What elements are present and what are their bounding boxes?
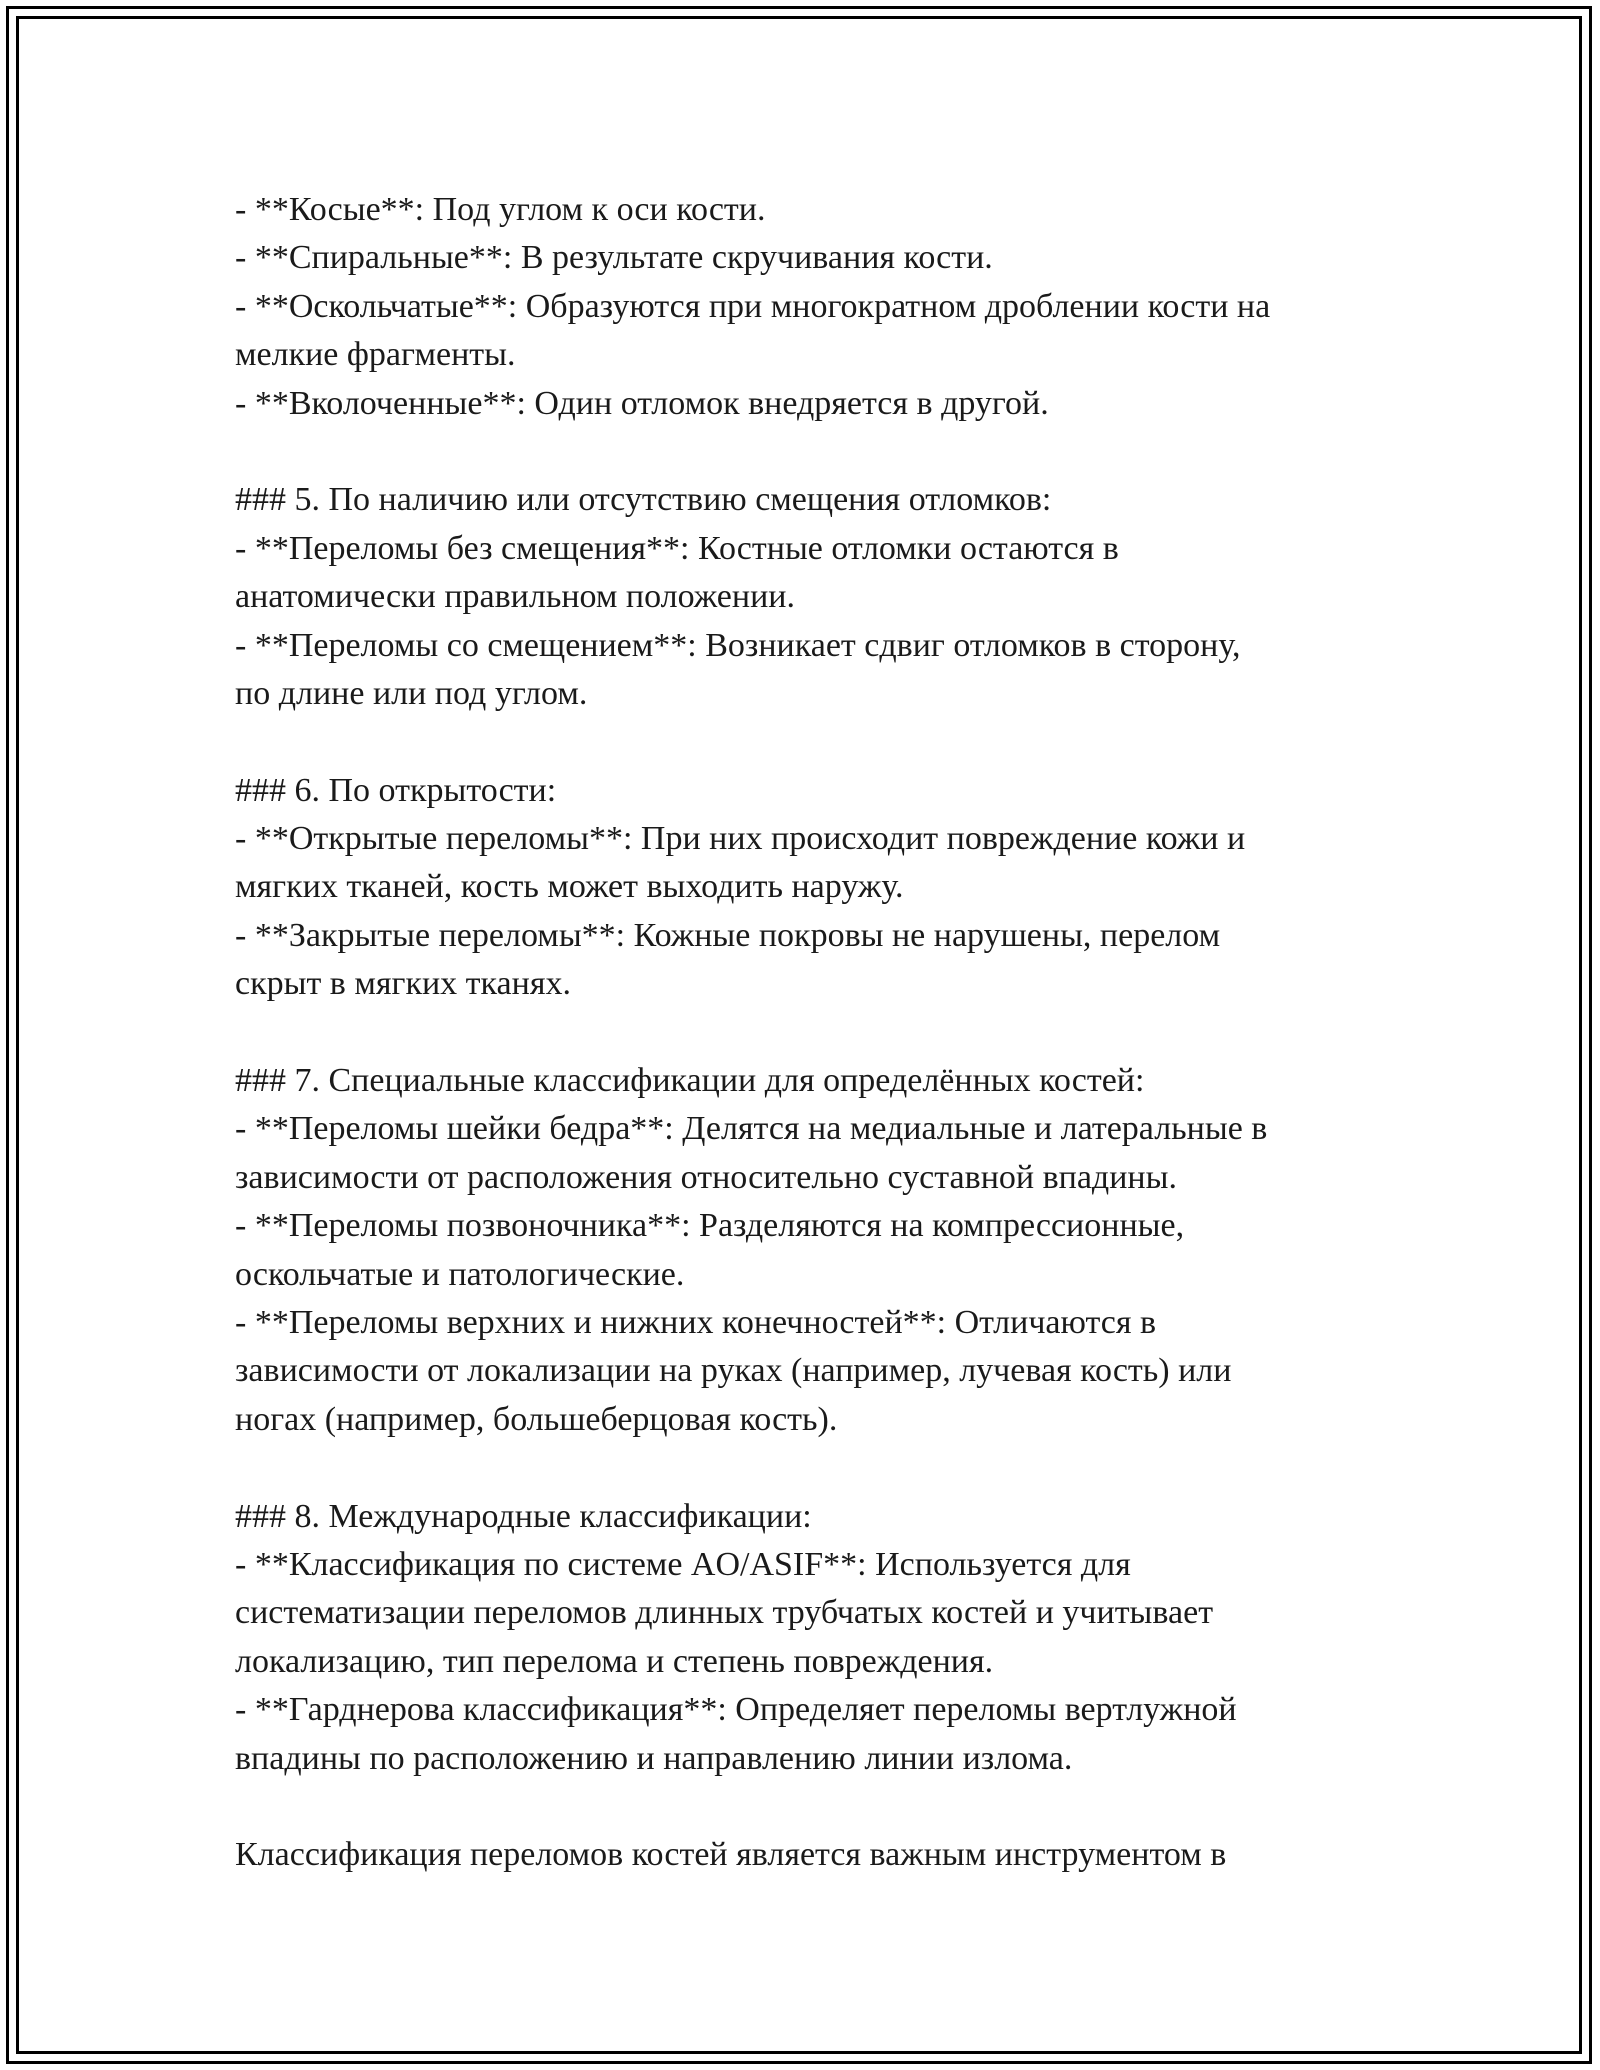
- text-line: - **Открытые переломы**: При них происходит повреждение кожи и: [235, 820, 1246, 858]
- section-heading: ### 8. Международные классификации:: [235, 1497, 812, 1535]
- text-line: оскольчатые и патологические.: [235, 1255, 685, 1293]
- text-line: - **Переломы позвоночника**: Разделяются на компрессионные,: [235, 1207, 1185, 1245]
- text-line: - **Переломы верхних и нижних конечностей**: Отличаются в: [235, 1303, 1157, 1341]
- section-heading: ### 6. По открытости:: [235, 771, 557, 809]
- text-line: - **Переломы со смещением**: Возникает сдвиг отломков в сторону,: [235, 626, 1241, 664]
- text-line: - **Классификация по системе AO/ASIF**: Используется для: [235, 1545, 1131, 1583]
- text-line: мягких тканей, кость может выходить наружу.: [235, 868, 904, 906]
- document-body: [235, 186, 1385, 1880]
- text-line: анатомически правильном положении.: [235, 578, 795, 616]
- paragraph-gap: [235, 1783, 1385, 1831]
- section-heading: ### 7. Специальные классификации для определённых костей:: [235, 1062, 1145, 1100]
- section-heading: ### 5. По наличию или отсутствию смещения отломков:: [235, 481, 1052, 519]
- text-line: - **Переломы без смещения**: Костные отломки остаются в: [235, 529, 1119, 567]
- text-line: систематизации переломов длинных трубчатых костей и учитывает: [235, 1594, 1214, 1632]
- text-line: - **Вколоченные**: Один отломок внедряется в другой.: [235, 384, 1049, 422]
- text-line: - **Оскольчатые**: Образуются при многократном дроблении кости на: [235, 287, 1271, 325]
- text-line: - **Закрытые переломы**: Кожные покровы не нарушены, перелом: [235, 916, 1221, 954]
- paragraph-gap: [235, 428, 1385, 476]
- text-line: скрыт в мягких тканях.: [235, 965, 571, 1003]
- text-line: мелкие фрагменты.: [235, 336, 516, 374]
- text-line: - **Переломы шейки бедра**: Делятся на медиальные и латеральные в: [235, 1110, 1268, 1148]
- text-line: - **Спиральные**: В результате скручивания кости.: [235, 239, 993, 277]
- text-line: зависимости от расположения относительно суставной впадины.: [235, 1158, 1177, 1196]
- text-line: по длине или под углом.: [235, 674, 588, 712]
- text-line: локализацию, тип перелома и степень повреждения.: [235, 1642, 994, 1680]
- text-line: Классификация переломов костей является важным инструментом в: [235, 1836, 1227, 1874]
- text-line: впадины по расположению и направлению линии излома.: [235, 1739, 1073, 1777]
- text-line: ногах (например, большеберцовая кость).: [235, 1400, 838, 1438]
- text-line: - **Косые**: Под углом к оси кости.: [235, 191, 766, 228]
- text-line: - **Гарднерова классификация**: Определяет переломы вертлужной: [235, 1691, 1237, 1729]
- paragraph-gap: [235, 1444, 1385, 1492]
- paragraph-gap: [235, 1009, 1385, 1057]
- paragraph-gap: [235, 718, 1385, 766]
- text-line: зависимости от локализации на руках (например, лучевая кость) или: [235, 1352, 1232, 1390]
